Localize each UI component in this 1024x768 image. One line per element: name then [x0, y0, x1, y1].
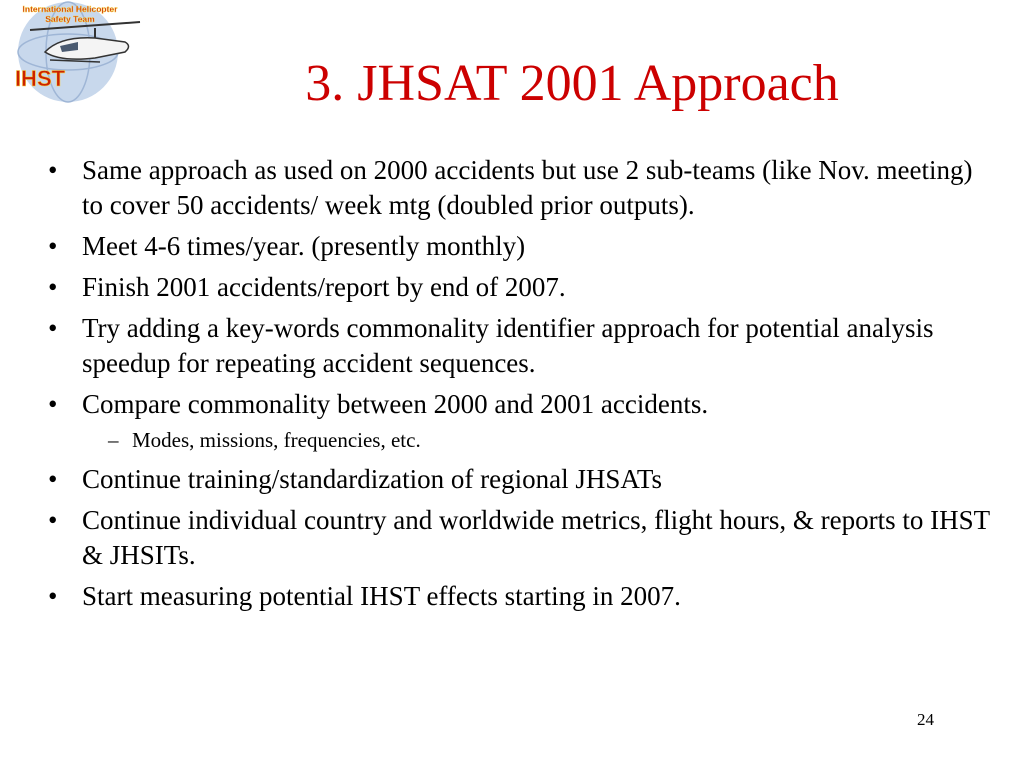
bullet-item: • Continue training/standardization of regional JHSATs [44, 462, 994, 497]
bullet-list [44, 153, 994, 620]
bullet-item: • Same approach as used on 2000 accidents but use 2 sub-teams (like Nov. meeting) to cover 50 accidents/ week mtg (doubled prior outputs). [44, 153, 994, 223]
bullet-item: • Finish 2001 accidents/report by end of 2007. [44, 270, 994, 305]
svg-text:IHST: IHST [14, 66, 66, 91]
svg-text:Safety Team: Safety Team [45, 14, 95, 24]
sub-bullet-item: – Modes, missions, frequencies, etc. [44, 426, 994, 454]
slide-title: 3. JHSAT 2001 Approach [305, 55, 839, 112]
page-number: 24 [917, 710, 934, 729]
bullet-item: • Compare commonality between 2000 and 2001 accidents. [44, 387, 994, 422]
bullet-item: • Try adding a key-words commonality identifier approach for potential analysis speedup for repeating accident sequences. [44, 311, 994, 381]
bullet-item: • Meet 4-6 times/year. (presently monthly) [44, 229, 994, 264]
bullet-item: • Start measuring potential IHST effects starting in 2007. [44, 579, 994, 614]
bullet-item: • Continue individual country and worldwide metrics, flight hours, & reports to IHST & JHSITs. [44, 503, 994, 573]
svg-text:International Helicopter: International Helicopter [22, 4, 118, 14]
